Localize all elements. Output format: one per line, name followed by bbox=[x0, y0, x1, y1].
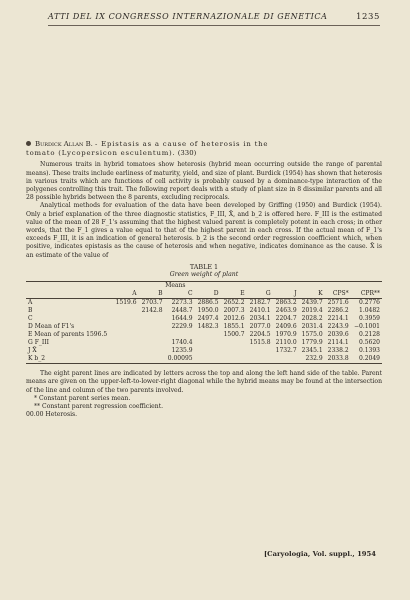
paragraph-3: The eight parent lines are indicated by letters across the top and along the left hand side of the table. Parent means are given on the upper-left-to-lower-right diagonal while the hybrid means may be found at the intersection of the line and column of the two parents involved. bbox=[26, 370, 382, 394]
table-cell: 0.00095 bbox=[167, 355, 193, 363]
row-label: G F_III bbox=[28, 339, 49, 347]
row-label: B bbox=[28, 307, 33, 315]
table-cell: 2497.4 bbox=[197, 315, 219, 323]
table-cell: 1740.4 bbox=[171, 339, 193, 347]
table-cell bbox=[139, 355, 165, 364]
table-row bbox=[26, 315, 382, 323]
table-cell: 2077.0 bbox=[249, 323, 271, 331]
table-row bbox=[26, 339, 382, 347]
paragraph-2: Analytical methods for evaluation of the data have been developed by Griffing (1950) and Burdick (1954). Only a brief explanation of the three diagnostic statistics, F_III, X̄, and b_2 is offered here. F_III is the estimated value of the mean of 28 F_1's assuming that the highest valued parent is completely potent in each cross; in other words, that the F_1 gives a value equal to that of the highest parent in each cross. If the actual mean of F_1's exceeds F_III, it is an indication of general heterosis. b_2 is the second order regression coefficient which, when positive, indicates epistasis as the cause of heterosis and when negative, indicates dominance as the cause. X̄ is an estimate of the value of bbox=[26, 202, 382, 259]
table-cell: 2439.7 bbox=[301, 299, 323, 307]
col-header: CPR** bbox=[360, 290, 380, 298]
table-cell bbox=[247, 355, 273, 364]
col-header: B bbox=[158, 290, 163, 298]
table-cell: 0.2128 bbox=[359, 331, 380, 339]
table-cell: 2031.4 bbox=[301, 323, 323, 331]
col-header: K bbox=[318, 290, 323, 298]
table-cell bbox=[273, 355, 299, 364]
table-cell: 2448.7 bbox=[171, 307, 193, 315]
table-cell bbox=[113, 323, 139, 331]
source-citation: [Caryologia, Vol. suppl., 1954 bbox=[263, 550, 376, 558]
table-cell: 1855.1 bbox=[223, 323, 245, 331]
table-cell: 2286.2 bbox=[327, 307, 349, 315]
article-body bbox=[26, 140, 382, 419]
table-cell: 232.9 bbox=[305, 355, 323, 363]
table-subcaption: Green weight of plant bbox=[169, 271, 239, 279]
table-cell bbox=[139, 323, 165, 331]
table-cell: 1500.7 bbox=[223, 331, 245, 339]
table-cell bbox=[221, 347, 247, 355]
table-cell bbox=[221, 355, 247, 364]
footnote-3: 00.00 Heterosis. bbox=[26, 411, 78, 419]
table-cell: 2463.9 bbox=[275, 307, 297, 315]
table-cell: 0.5620 bbox=[359, 339, 380, 347]
title-line-1: - Epistasis as a cause of heterosis in the bbox=[95, 140, 269, 148]
table-cell: 2034.1 bbox=[249, 315, 271, 323]
title-line-2: tomato (Lycopersicon esculentum). bbox=[26, 149, 176, 158]
running-header bbox=[48, 12, 380, 26]
row-label: K b_2 bbox=[28, 355, 46, 363]
table-cell bbox=[165, 331, 195, 339]
table-cell bbox=[139, 315, 165, 323]
paragraph-1: Numerous traits in hybrid tomatoes show heterosis (hybrid mean occurring outside the range of parental means). These traits include earliness of maturity, yield, and size of plant. Burdick (1954) has shown that heterosis in various traits which are functions of cell activity is probably caused by a dominance-type interaction of the polygenes controlling this trait. The following report deals with a study of plant size in 8 dissimilar parents and all 28 possible hybrids between the 8 parents, excluding reciprocals. bbox=[26, 161, 383, 202]
row-label: D Mean of F1's bbox=[28, 323, 75, 331]
row-label: J X̄ bbox=[28, 347, 37, 355]
table-cell: 2028.2 bbox=[301, 315, 323, 323]
col-header: A bbox=[132, 290, 137, 298]
table-cell: 2007.3 bbox=[223, 307, 245, 315]
author-name: Burdick Allan B. bbox=[35, 140, 93, 148]
table-cell: 2229.9 bbox=[171, 323, 193, 331]
page-number: 1235 bbox=[355, 12, 380, 22]
table-cell: 1644.9 bbox=[171, 315, 193, 323]
article-number: (330) bbox=[177, 149, 197, 158]
table-cell bbox=[139, 331, 165, 339]
column-header-row bbox=[26, 290, 382, 299]
table-cell: 1732.7 bbox=[275, 347, 297, 355]
table-cell: 1519.6 bbox=[115, 299, 137, 307]
table-cell: −0.1001 bbox=[353, 323, 380, 331]
table-cell: 2019.4 bbox=[301, 307, 323, 315]
table-cell: 2338.2 bbox=[327, 347, 349, 355]
table-cell: 1779.9 bbox=[301, 339, 323, 347]
table-cell bbox=[195, 355, 221, 364]
footnote-2: ** Constant parent regression coefficient. bbox=[34, 403, 164, 411]
col-header: J bbox=[294, 290, 297, 298]
data-table bbox=[26, 281, 382, 364]
table-cell: 0.3959 bbox=[359, 315, 380, 323]
table-cell: 2012.6 bbox=[223, 315, 245, 323]
col-header: E bbox=[240, 290, 245, 298]
table-cell: 2243.9 bbox=[327, 323, 349, 331]
table-cell: 2409.6 bbox=[275, 323, 297, 331]
table-cell bbox=[195, 331, 221, 339]
table-body bbox=[26, 299, 382, 364]
col-header: D bbox=[213, 290, 219, 298]
table-cell bbox=[113, 339, 139, 347]
table-cell: 2886.5 bbox=[197, 299, 219, 307]
table-row bbox=[26, 323, 382, 331]
col-header: C bbox=[187, 290, 193, 298]
col-header bbox=[26, 290, 113, 299]
table-cell: 2410.1 bbox=[249, 307, 271, 315]
table-cell bbox=[113, 315, 139, 323]
table-cell: 2039.6 bbox=[327, 331, 349, 339]
table-cell: 0.1393 bbox=[359, 347, 380, 355]
notes-section bbox=[26, 370, 382, 419]
table-cell bbox=[139, 347, 165, 355]
table-row bbox=[26, 355, 382, 364]
table-row bbox=[26, 331, 382, 339]
table-cell bbox=[113, 307, 139, 315]
means-header: Means bbox=[165, 282, 186, 290]
col-header: G bbox=[265, 290, 271, 298]
table-cell bbox=[113, 355, 139, 364]
table-cell: 0.2049 bbox=[359, 355, 380, 363]
table-cell bbox=[221, 339, 247, 347]
table-cell bbox=[113, 331, 139, 339]
col-header: CPS* bbox=[332, 290, 349, 298]
table-cell: 2345.1 bbox=[301, 347, 323, 355]
table-cell: 2114.1 bbox=[327, 339, 349, 347]
table-cell: 2110.0 bbox=[275, 339, 297, 347]
table-row bbox=[26, 347, 382, 355]
article-title bbox=[26, 140, 382, 158]
table-cell: 1970.9 bbox=[275, 331, 297, 339]
footnote-1: * Constant parent series mean. bbox=[34, 394, 131, 402]
table-cell: 2182.7 bbox=[249, 299, 271, 307]
table-row bbox=[26, 299, 382, 308]
table-cell: 1575.0 bbox=[301, 331, 323, 339]
table-row bbox=[26, 307, 382, 315]
row-label: C bbox=[28, 315, 33, 323]
bullet-icon bbox=[26, 141, 31, 146]
table-cell bbox=[113, 347, 139, 355]
table-cell: 2703.7 bbox=[141, 299, 163, 307]
row-label: E Mean of parents 1596.5 bbox=[28, 331, 108, 339]
table-cell: 1235.9 bbox=[171, 347, 193, 355]
table-cell: 2204.7 bbox=[275, 315, 297, 323]
table-cell bbox=[195, 347, 221, 355]
table-cell bbox=[247, 347, 273, 355]
table-cell: 1950.0 bbox=[197, 307, 219, 315]
table-cell: 2571.6 bbox=[327, 299, 349, 307]
table-cell: 2033.8 bbox=[327, 355, 349, 363]
table-cell: 2273.3 bbox=[171, 299, 193, 307]
table-cell: 2204.5 bbox=[249, 331, 271, 339]
table-cell bbox=[139, 339, 165, 347]
table-caption: TABLE 1 bbox=[189, 262, 219, 271]
table-cell: 2214.1 bbox=[327, 315, 349, 323]
table-cell: 1515.8 bbox=[249, 339, 271, 347]
running-title: ATTI DEL IX CONGRESSO INTERNAZIONALE DI GENETICA bbox=[48, 12, 328, 21]
row-label: A bbox=[28, 299, 33, 307]
table-cell: 2652.2 bbox=[223, 299, 245, 307]
table-cell bbox=[195, 339, 221, 347]
table-cell: 0.2776 bbox=[359, 299, 380, 307]
table-cell: 2863.2 bbox=[275, 299, 297, 307]
table-cell: 1.0482 bbox=[359, 307, 380, 315]
table-cell: 2142.8 bbox=[141, 307, 163, 315]
table-cell: 1482.3 bbox=[197, 323, 219, 331]
